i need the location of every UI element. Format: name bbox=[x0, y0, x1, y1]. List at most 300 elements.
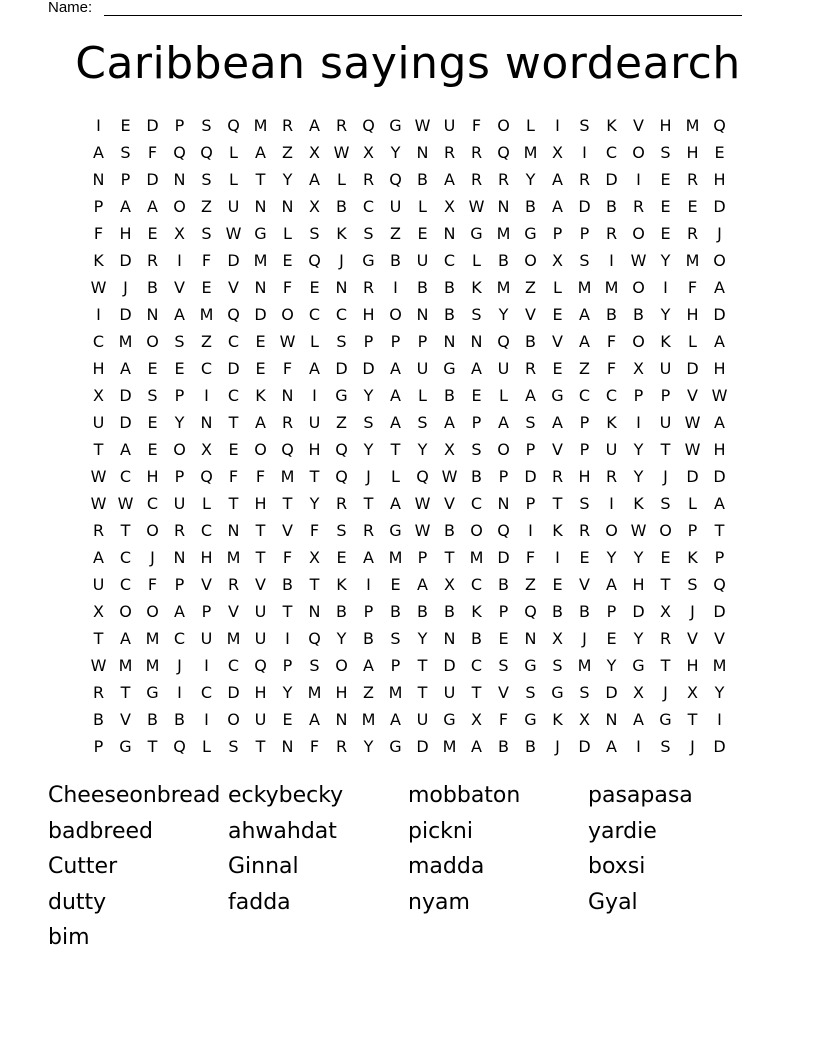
grid-letter: B bbox=[417, 278, 428, 297]
grid-letter: U bbox=[308, 413, 321, 432]
grid-letter: C bbox=[470, 575, 483, 594]
grid-letter: C bbox=[443, 251, 456, 270]
grid-letter: Z bbox=[525, 575, 536, 594]
grid-letter: B bbox=[552, 602, 563, 621]
grid-letter: L bbox=[229, 143, 238, 162]
grid-letter: V bbox=[714, 629, 725, 648]
grid-letter: I bbox=[609, 494, 614, 513]
grid-letter: C bbox=[470, 494, 483, 513]
grid-letter: T bbox=[471, 683, 482, 702]
grid-letter: G bbox=[632, 656, 645, 675]
word-list-item: Gyal bbox=[588, 889, 638, 915]
grid-letter: C bbox=[227, 656, 240, 675]
grid-letter: E bbox=[579, 548, 590, 567]
grid-letter: J bbox=[150, 548, 155, 567]
grid-letter: U bbox=[605, 440, 618, 459]
grid-letter: W bbox=[414, 116, 431, 135]
grid-letter: S bbox=[552, 656, 563, 675]
grid-letter: A bbox=[714, 278, 725, 297]
grid-letter: U bbox=[92, 413, 105, 432]
grid-letter: P bbox=[174, 467, 185, 486]
grid-letter: R bbox=[92, 683, 105, 702]
grid-letter: X bbox=[552, 143, 563, 162]
grid-letter: U bbox=[227, 197, 240, 216]
grid-letter: P bbox=[120, 170, 131, 189]
grid-letter: Y bbox=[633, 467, 644, 486]
grid-letter: J bbox=[177, 656, 182, 675]
grid-letter: A bbox=[444, 170, 455, 189]
grid-letter: R bbox=[686, 224, 699, 243]
grid-letter: G bbox=[524, 656, 537, 675]
grid-letter: T bbox=[552, 494, 563, 513]
grid-letter: R bbox=[335, 116, 348, 135]
grid-letter: O bbox=[146, 521, 159, 540]
grid-letter: S bbox=[201, 224, 212, 243]
grid-letter: B bbox=[390, 251, 401, 270]
grid-letter: B bbox=[93, 710, 104, 729]
name-field bbox=[48, 0, 748, 18]
grid-letter: D bbox=[227, 251, 240, 270]
grid-letter: Y bbox=[606, 548, 617, 567]
grid-letter: L bbox=[310, 332, 319, 351]
grid-letter: H bbox=[659, 116, 672, 135]
grid-letter: P bbox=[579, 440, 590, 459]
grid-letter: Y bbox=[714, 683, 725, 702]
grid-letter: M bbox=[118, 656, 133, 675]
grid-letter: A bbox=[714, 332, 725, 351]
grid-letter: Y bbox=[363, 440, 374, 459]
grid-letter: X bbox=[174, 224, 185, 243]
grid-letter: W bbox=[441, 467, 458, 486]
grid-letter: F bbox=[228, 467, 239, 486]
grid-letter: G bbox=[146, 683, 159, 702]
grid-letter: B bbox=[444, 602, 455, 621]
grid-letter: Y bbox=[633, 548, 644, 567]
grid-letter: D bbox=[524, 467, 537, 486]
grid-letter: D bbox=[119, 305, 132, 324]
grid-letter: B bbox=[579, 602, 590, 621]
grid-letter: A bbox=[309, 710, 320, 729]
grid-letter: Y bbox=[525, 170, 536, 189]
grid-letter: O bbox=[605, 521, 618, 540]
grid-letter: T bbox=[282, 602, 293, 621]
page-title: Caribbean sayings wordearch bbox=[75, 38, 741, 89]
grid-letter: R bbox=[659, 629, 672, 648]
letter-grid bbox=[85, 112, 733, 760]
grid-letter: A bbox=[363, 548, 374, 567]
grid-letter: I bbox=[366, 575, 371, 594]
grid-letter: E bbox=[687, 197, 698, 216]
grid-letter: W bbox=[630, 521, 647, 540]
grid-letter: P bbox=[417, 548, 428, 567]
grid-letter: B bbox=[390, 602, 401, 621]
grid-letter: A bbox=[579, 305, 590, 324]
grid-letter: H bbox=[686, 305, 699, 324]
grid-letter: U bbox=[659, 359, 672, 378]
grid-letter: Q bbox=[173, 143, 186, 162]
grid-letter: Q bbox=[524, 602, 537, 621]
grid-letter: S bbox=[336, 521, 347, 540]
grid-letter: M bbox=[253, 116, 268, 135]
grid-letter: V bbox=[174, 278, 185, 297]
grid-letter: N bbox=[416, 305, 429, 324]
grid-letter: I bbox=[204, 656, 209, 675]
grid-letter: F bbox=[201, 251, 212, 270]
grid-letter: Q bbox=[335, 467, 348, 486]
grid-letter: Z bbox=[579, 359, 590, 378]
grid-letter: A bbox=[120, 440, 131, 459]
grid-letter: C bbox=[200, 521, 213, 540]
grid-letter: Q bbox=[254, 656, 267, 675]
grid-letter: X bbox=[633, 683, 644, 702]
grid-letter: W bbox=[90, 278, 107, 297]
grid-letter: B bbox=[471, 629, 482, 648]
grid-letter: S bbox=[471, 305, 482, 324]
grid-letter: K bbox=[255, 386, 266, 405]
grid-letter: A bbox=[417, 575, 428, 594]
grid-letter: P bbox=[93, 197, 104, 216]
grid-letter: V bbox=[552, 332, 563, 351]
grid-letter: D bbox=[713, 197, 726, 216]
grid-letter: N bbox=[308, 602, 321, 621]
grid-letter: D bbox=[713, 602, 726, 621]
grid-letter: P bbox=[390, 332, 401, 351]
grid-letter: Z bbox=[201, 197, 212, 216]
grid-letter: Z bbox=[363, 683, 374, 702]
grid-letter: E bbox=[552, 359, 563, 378]
grid-letter: P bbox=[282, 656, 293, 675]
grid-letter: M bbox=[307, 683, 322, 702]
grid-letter: H bbox=[200, 548, 213, 567]
grid-letter: B bbox=[147, 710, 158, 729]
grid-letter: P bbox=[417, 332, 428, 351]
grid-letter: N bbox=[254, 278, 267, 297]
grid-letter: S bbox=[498, 656, 509, 675]
grid-letter: A bbox=[444, 413, 455, 432]
grid-letter: A bbox=[93, 143, 104, 162]
grid-letter: A bbox=[714, 413, 725, 432]
grid-letter: N bbox=[335, 278, 348, 297]
grid-letter: J bbox=[339, 251, 344, 270]
grid-letter: N bbox=[443, 332, 456, 351]
grid-letter: N bbox=[524, 629, 537, 648]
grid-letter: J bbox=[582, 629, 587, 648]
word-list-item: Cheeseonbread bbox=[48, 783, 221, 808]
word-list-item: nyam bbox=[408, 889, 470, 915]
word-list-item: dutty bbox=[48, 889, 107, 915]
grid-letter: O bbox=[659, 521, 672, 540]
word-list-item: pickni bbox=[408, 818, 473, 844]
grid-letter: I bbox=[204, 710, 209, 729]
grid-letter: N bbox=[200, 413, 213, 432]
grid-letter: F bbox=[606, 359, 617, 378]
grid-letter: O bbox=[146, 602, 159, 621]
grid-letter: E bbox=[255, 332, 266, 351]
grid-letter: S bbox=[228, 737, 239, 756]
grid-letter: E bbox=[552, 575, 563, 594]
grid-letter: N bbox=[443, 629, 456, 648]
grid-letter: R bbox=[362, 521, 375, 540]
grid-letter: E bbox=[282, 710, 293, 729]
word-list-item: badbreed bbox=[48, 818, 153, 844]
grid-letter: W bbox=[333, 143, 350, 162]
grid-letter: P bbox=[525, 440, 536, 459]
grid-letter: N bbox=[92, 170, 105, 189]
grid-letter: K bbox=[471, 602, 482, 621]
grid-letter: K bbox=[471, 278, 482, 297]
grid-letter: N bbox=[173, 170, 186, 189]
grid-letter: Y bbox=[633, 440, 644, 459]
grid-letter: N bbox=[335, 710, 348, 729]
grid-letter: R bbox=[281, 116, 294, 135]
grid-letter: D bbox=[605, 683, 618, 702]
grid-letter: A bbox=[120, 629, 131, 648]
grid-letter: X bbox=[687, 683, 698, 702]
grid-letter: T bbox=[417, 656, 428, 675]
grid-letter: O bbox=[497, 116, 510, 135]
grid-letter: U bbox=[416, 710, 429, 729]
word-list-item: bim bbox=[48, 925, 90, 950]
grid-letter: A bbox=[525, 386, 536, 405]
grid-letter: E bbox=[471, 386, 482, 405]
grid-letter: D bbox=[119, 386, 132, 405]
grid-letter: D bbox=[146, 116, 159, 135]
grid-letter: P bbox=[498, 602, 509, 621]
grid-letter: H bbox=[713, 440, 726, 459]
grid-letter: K bbox=[336, 224, 347, 243]
grid-letter: F bbox=[147, 143, 158, 162]
grid-letter: M bbox=[388, 683, 403, 702]
grid-letter: F bbox=[282, 548, 293, 567]
grid-letter: Z bbox=[525, 278, 536, 297]
grid-letter: L bbox=[688, 332, 697, 351]
grid-letter: F bbox=[93, 224, 104, 243]
grid-letter: O bbox=[281, 305, 294, 324]
grid-letter: O bbox=[389, 305, 402, 324]
word-list-item: pasapasa bbox=[588, 783, 693, 808]
grid-letter: A bbox=[390, 386, 401, 405]
grid-letter: R bbox=[173, 521, 186, 540]
grid-letter: T bbox=[255, 548, 266, 567]
grid-letter: W bbox=[414, 494, 431, 513]
grid-letter: Z bbox=[282, 143, 293, 162]
grid-letter: I bbox=[393, 278, 398, 297]
grid-letter: C bbox=[308, 305, 321, 324]
grid-letter: W bbox=[117, 494, 134, 513]
grid-letter: I bbox=[528, 521, 533, 540]
grid-letter: T bbox=[417, 683, 428, 702]
grid-letter: W bbox=[225, 224, 242, 243]
grid-letter: M bbox=[685, 116, 700, 135]
grid-letter: P bbox=[174, 116, 185, 135]
grid-letter: Y bbox=[282, 170, 293, 189]
grid-letter: M bbox=[199, 305, 214, 324]
grid-letter: H bbox=[254, 494, 267, 513]
grid-letter: Y bbox=[660, 305, 671, 324]
grid-letter: V bbox=[579, 575, 590, 594]
grid-letter: I bbox=[663, 278, 668, 297]
grid-letter: U bbox=[443, 116, 456, 135]
grid-letter: D bbox=[335, 359, 348, 378]
grid-letter: V bbox=[687, 386, 698, 405]
grid-letter: L bbox=[202, 737, 211, 756]
grid-letter: E bbox=[714, 143, 725, 162]
grid-letter: S bbox=[687, 575, 698, 594]
grid-letter: O bbox=[227, 710, 240, 729]
grid-letter: W bbox=[684, 413, 701, 432]
grid-letter: Y bbox=[309, 494, 320, 513]
grid-letter: S bbox=[147, 386, 158, 405]
grid-letter: U bbox=[92, 575, 105, 594]
grid-letter: N bbox=[470, 332, 483, 351]
grid-letter: T bbox=[255, 737, 266, 756]
grid-letter: E bbox=[255, 359, 266, 378]
grid-letter: S bbox=[660, 143, 671, 162]
grid-letter: Z bbox=[336, 413, 347, 432]
grid-letter: K bbox=[633, 494, 644, 513]
grid-letter: C bbox=[362, 197, 375, 216]
grid-letter: Q bbox=[335, 440, 348, 459]
grid-letter: I bbox=[636, 413, 641, 432]
grid-letter: I bbox=[285, 629, 290, 648]
grid-letter: G bbox=[659, 710, 672, 729]
grid-letter: Y bbox=[336, 629, 347, 648]
grid-letter: J bbox=[555, 737, 560, 756]
grid-letter: E bbox=[147, 440, 158, 459]
grid-letter: M bbox=[469, 548, 484, 567]
grid-letter: A bbox=[471, 737, 482, 756]
grid-letter: S bbox=[309, 224, 320, 243]
grid-letter: Q bbox=[497, 332, 510, 351]
grid-letter: Q bbox=[308, 251, 321, 270]
grid-letter: V bbox=[687, 629, 698, 648]
grid-letter: I bbox=[555, 116, 560, 135]
grid-letter: E bbox=[606, 629, 617, 648]
grid-letter: T bbox=[390, 440, 401, 459]
grid-letter: Q bbox=[416, 467, 429, 486]
grid-letter: K bbox=[552, 521, 563, 540]
grid-letter: W bbox=[90, 656, 107, 675]
grid-letter: M bbox=[226, 548, 241, 567]
grid-letter: S bbox=[390, 629, 401, 648]
grid-letter: Y bbox=[498, 305, 509, 324]
grid-letter: A bbox=[498, 413, 509, 432]
grid-letter: L bbox=[337, 170, 346, 189]
grid-letter: A bbox=[309, 170, 320, 189]
grid-letter: D bbox=[254, 305, 267, 324]
grid-letter: C bbox=[227, 332, 240, 351]
grid-letter: E bbox=[390, 575, 401, 594]
grid-letter: G bbox=[551, 683, 564, 702]
grid-letter: O bbox=[146, 332, 159, 351]
grid-letter: R bbox=[524, 359, 537, 378]
grid-letter: K bbox=[552, 710, 563, 729]
grid-letter: G bbox=[443, 710, 456, 729]
grid-letter: B bbox=[444, 521, 455, 540]
grid-letter: S bbox=[201, 170, 212, 189]
grid-letter: T bbox=[93, 629, 104, 648]
grid-letter: N bbox=[605, 710, 618, 729]
grid-letter: Y bbox=[417, 440, 428, 459]
grid-letter: C bbox=[578, 386, 591, 405]
grid-letter: E bbox=[282, 251, 293, 270]
grid-letter: S bbox=[525, 413, 536, 432]
grid-letter: R bbox=[578, 170, 591, 189]
grid-letter: B bbox=[471, 467, 482, 486]
grid-letter: B bbox=[147, 278, 158, 297]
grid-letter: Y bbox=[417, 629, 428, 648]
grid-letter: U bbox=[173, 494, 186, 513]
grid-letter: O bbox=[632, 278, 645, 297]
grid-letter: C bbox=[92, 332, 105, 351]
grid-letter: C bbox=[605, 386, 618, 405]
grid-letter: T bbox=[714, 521, 725, 540]
grid-letter: C bbox=[119, 575, 132, 594]
grid-letter: A bbox=[93, 548, 104, 567]
grid-letter: A bbox=[552, 170, 563, 189]
grid-letter: G bbox=[389, 737, 402, 756]
grid-letter: R bbox=[605, 467, 618, 486]
grid-letter: I bbox=[636, 737, 641, 756]
grid-letter: O bbox=[335, 656, 348, 675]
grid-letter: D bbox=[443, 656, 456, 675]
grid-letter: X bbox=[444, 197, 455, 216]
grid-letter: A bbox=[255, 143, 266, 162]
grid-letter: R bbox=[551, 467, 564, 486]
grid-letter: L bbox=[418, 197, 427, 216]
grid-letter: N bbox=[281, 386, 294, 405]
grid-letter: V bbox=[282, 521, 293, 540]
grid-letter: P bbox=[471, 413, 482, 432]
grid-letter: M bbox=[496, 278, 511, 297]
grid-letter: H bbox=[713, 359, 726, 378]
grid-letter: U bbox=[416, 251, 429, 270]
grid-letter: A bbox=[120, 359, 131, 378]
grid-letter: M bbox=[388, 548, 403, 567]
grid-letter: L bbox=[526, 116, 535, 135]
grid-letter: S bbox=[579, 494, 590, 513]
grid-letter: D bbox=[119, 251, 132, 270]
grid-letter: I bbox=[636, 170, 641, 189]
grid-letter: K bbox=[687, 548, 698, 567]
grid-letter: Z bbox=[390, 224, 401, 243]
grid-letter: B bbox=[498, 575, 509, 594]
grid-letter: R bbox=[362, 278, 375, 297]
grid-letter: A bbox=[174, 602, 185, 621]
grid-letter: F bbox=[309, 521, 320, 540]
grid-letter: B bbox=[606, 305, 617, 324]
grid-letter: O bbox=[713, 251, 726, 270]
grid-letter: O bbox=[632, 332, 645, 351]
grid-letter: C bbox=[200, 359, 213, 378]
grid-letter: P bbox=[606, 602, 617, 621]
grid-letter: Q bbox=[713, 575, 726, 594]
grid-letter: I bbox=[312, 386, 317, 405]
grid-letter: P bbox=[363, 602, 374, 621]
grid-letter: D bbox=[362, 359, 375, 378]
grid-letter: C bbox=[173, 629, 186, 648]
grid-letter: U bbox=[254, 629, 267, 648]
grid-letter: A bbox=[390, 710, 401, 729]
grid-letter: M bbox=[253, 251, 268, 270]
grid-letter: I bbox=[609, 251, 614, 270]
grid-letter: D bbox=[146, 170, 159, 189]
grid-letter: I bbox=[717, 710, 722, 729]
grid-letter: H bbox=[578, 467, 591, 486]
grid-letter: L bbox=[391, 467, 400, 486]
grid-letter: D bbox=[497, 548, 510, 567]
grid-letter: E bbox=[660, 548, 671, 567]
